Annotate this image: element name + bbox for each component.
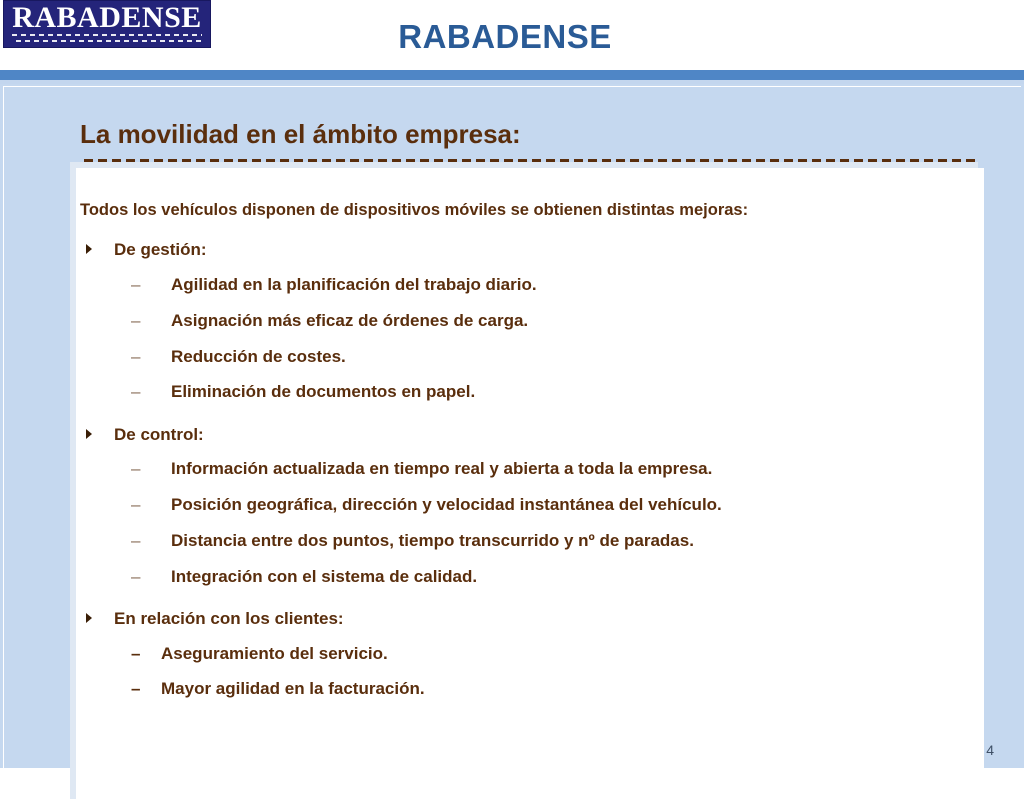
list-item	[131, 531, 694, 551]
list-item-text: Agilidad en la planificación del trabajo diario.	[171, 275, 537, 294]
dash-bullet: –	[131, 275, 141, 294]
dash-bullet: –	[131, 679, 141, 698]
list-item	[131, 459, 712, 479]
list-item	[131, 347, 346, 367]
dash-bullet: –	[131, 567, 141, 586]
section-heading-label: De control:	[114, 425, 204, 444]
bullet-arrow-icon	[86, 429, 92, 439]
section-heading-control	[86, 425, 204, 445]
header-title: RABADENSE	[398, 18, 612, 55]
dotted-rule	[84, 159, 980, 165]
list-item-text: Asignación más eficaz de órdenes de carga.	[171, 311, 529, 330]
section-heading-label: En relación con los clientes:	[114, 609, 344, 628]
section-heading-gestion	[86, 240, 207, 260]
list-item	[131, 311, 528, 331]
dash-bullet: –	[131, 531, 141, 550]
list-item-text: Reducción de costes.	[171, 347, 346, 366]
page-number: 4	[986, 742, 994, 758]
logo-text: RABADENSE	[12, 1, 202, 34]
dash-bullet: –	[131, 311, 141, 330]
list-item-text: Aseguramiento del servicio.	[161, 644, 388, 663]
list-item	[131, 567, 477, 587]
bullet-arrow-icon	[86, 613, 92, 623]
list-item	[131, 644, 388, 664]
list-item-text: Eliminación de documentos en papel.	[171, 382, 476, 401]
list-item	[131, 495, 722, 515]
section-heading-clientes	[86, 609, 344, 629]
dash-bullet: –	[131, 495, 141, 514]
list-item	[131, 275, 537, 295]
list-item	[131, 679, 425, 699]
dash-bullet: –	[131, 347, 141, 366]
dash-bullet: –	[131, 459, 141, 478]
intro-text: Todos los vehículos disponen de dispositivos móviles se obtienen distintas mejoras:	[80, 201, 749, 219]
content-box	[76, 168, 984, 805]
list-item-text: Información actualizada en tiempo real y abierta a toda la empresa.	[171, 459, 713, 478]
slide-body	[0, 84, 1024, 768]
list-item-text: Integración con el sistema de calidad.	[171, 567, 478, 586]
section-heading-label: De gestión:	[114, 240, 207, 259]
slide-header	[0, 0, 1024, 70]
dash-bullet: –	[131, 382, 141, 401]
list-item-text: Posición geográfica, dirección y velocidad instantánea del vehículo.	[171, 495, 722, 514]
dash-bullet: –	[131, 644, 141, 663]
list-item-text: Distancia entre dos puntos, tiempo transcurrido y nº de paradas.	[171, 531, 694, 550]
slide-title: La movilidad en el ámbito empresa:	[80, 119, 521, 149]
list-item	[131, 382, 475, 402]
list-item-text: Mayor agilidad en la facturación.	[161, 679, 425, 698]
bullet-arrow-icon	[86, 244, 92, 254]
header-divider-bar	[0, 70, 1024, 80]
